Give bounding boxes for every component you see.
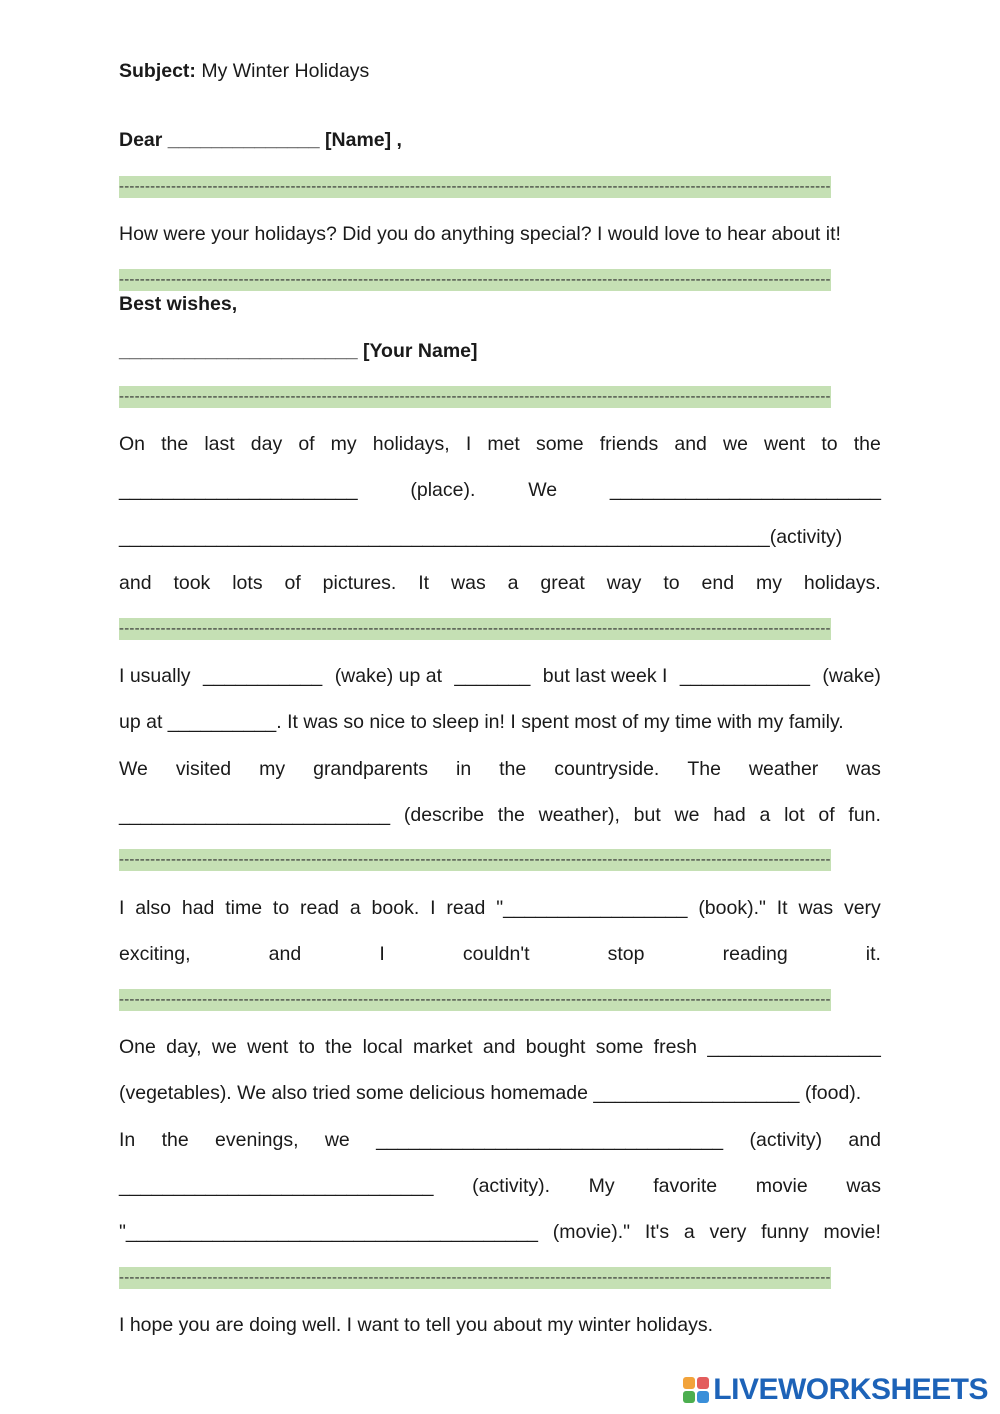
word: had [713,804,746,826]
word: some [535,433,584,455]
word: and [674,433,707,455]
word: way [606,572,642,594]
logo-text: LIVEWORKSHEETS [713,1373,988,1406]
word: funny [761,1221,809,1243]
word: was [451,572,486,594]
word: favorite [653,1175,718,1197]
word: a [683,1221,695,1243]
word: very [843,897,881,919]
market-line-3 [119,1128,881,1152]
word: we [674,804,700,826]
logo-tile [683,1377,695,1389]
word: went [247,1036,289,1058]
word: weather [748,758,819,780]
market-line-1 [119,1035,881,1059]
word: the [853,433,881,455]
logo-tile [697,1391,709,1403]
market-line-2: (vegetables). We also tried some delicious homemade ___________________ (food). [119,1082,862,1104]
word: day, [166,1036,202,1058]
word: (wake) up at [334,665,442,687]
word: also [135,897,172,919]
last-day-line-1 [119,432,881,456]
word: weather), [538,804,620,826]
word: countryside. [554,758,660,780]
liveworksheets-logo [683,1374,988,1406]
word: and [268,943,302,965]
word: of [298,433,315,455]
wake-line-2: up at __________. It was so nice to sleep in! I spent most of my time with my family. [119,711,844,733]
word: to [663,572,680,594]
word: to [821,433,838,455]
closing: Best wishes, [119,293,238,315]
word: a [507,572,519,594]
word: last [204,433,235,455]
last-day-line-3: ____________________________________________________________(activity) [119,526,843,548]
subject-label: Subject: [119,60,196,82]
word: _________________________ [609,479,881,501]
word: _____________________________ [119,1175,434,1197]
separator: ----------------------------------------------------------------------------------------------------------------------------------------- [119,176,831,198]
word: ______________________ [119,479,358,501]
last-day-line-4 [119,571,881,595]
word: and [848,1129,881,1151]
signature: ______________________ [Your Name] [119,340,478,362]
word: time [225,897,263,919]
word: visited [175,758,232,780]
separator: ----------------------------------------------------------------------------------------------------------------------------------------- [119,1267,831,1289]
word: My [588,1175,615,1197]
book-line-1 [119,896,881,920]
wake-line-3 [119,757,881,781]
word: I [379,943,385,965]
word: my [330,433,357,455]
word: to [272,897,290,919]
word: of [284,572,301,594]
word: It's [644,1221,670,1243]
logo-tile [697,1377,709,1389]
word: fun. [848,804,881,826]
word: and [119,572,152,594]
word: (book)." [698,897,766,919]
word: (place). [410,479,476,501]
word: the [161,433,189,455]
word: On [119,433,146,455]
word: evenings, [215,1129,299,1151]
word: read [446,897,486,919]
word: couldn't [462,943,530,965]
word: reading [722,943,788,965]
word: holidays. [803,572,881,594]
word: some [595,1036,644,1058]
word: bought [525,1036,586,1058]
word: I [119,897,125,919]
word: stop [607,943,645,965]
word: of [818,804,835,826]
word: ________________________________ [376,1129,724,1151]
wake-line-1 [119,664,881,688]
word: I usually [119,665,191,687]
word: met [487,433,520,455]
word: had [181,897,215,919]
word: The [687,758,721,780]
last-day-line-2 [119,478,881,502]
word: I [465,433,472,455]
word: we [324,1129,350,1151]
word: market [412,1036,473,1058]
word: local [362,1036,403,1058]
word: and [482,1036,516,1058]
word: _________________________ [119,804,391,826]
greeting: Dear ______________ [Name] , [119,129,402,151]
book-line-2 [119,942,881,966]
word: the [325,1036,353,1058]
market-line-5 [119,1220,881,1244]
word: friends [599,433,659,455]
word: movie [755,1175,808,1197]
word: (describe [403,804,485,826]
word: movie! [823,1221,881,1243]
word: ________________ [707,1036,881,1058]
word: exciting, [119,943,191,965]
word: book. [371,897,420,919]
word: end [701,572,735,594]
word: lot [784,804,805,826]
wake-line-4 [119,803,881,827]
word: It [418,572,430,594]
question-paragraph: How were your holidays? Did you do anything special? I would love to hear about it! [119,223,841,245]
word: ___________ [202,665,323,687]
word: in [455,758,472,780]
word: "_________________ [496,897,688,919]
word: great [540,572,585,594]
separator: ----------------------------------------------------------------------------------------------------------------------------------------- [119,849,831,871]
word: we [211,1036,237,1058]
subject-value: My Winter Holidays [195,60,370,82]
logo-tile [683,1391,695,1403]
word: _______ [454,665,531,687]
word: but last week I [542,665,668,687]
word: read [300,897,340,919]
word: a [759,804,771,826]
word: we [723,433,748,455]
word: was [846,758,881,780]
separator: ----------------------------------------------------------------------------------------------------------------------------------------- [119,269,831,291]
word: a [349,897,361,919]
word: We [528,479,558,501]
word: One [119,1036,156,1058]
word: the [497,804,525,826]
word: We [119,758,148,780]
word: (activity). [472,1175,551,1197]
word: lots [232,572,263,594]
word: (wake) [822,665,881,687]
word: to [298,1036,315,1058]
word: took [173,572,211,594]
word: holidays, [372,433,450,455]
logo-badge-icon [683,1377,709,1403]
separator: ----------------------------------------------------------------------------------------------------------------------------------------- [119,989,831,1011]
word: (activity) [749,1129,823,1151]
word: went [764,433,806,455]
word: but [633,804,661,826]
word: I [430,897,436,919]
word: my [259,758,286,780]
subject-line [119,59,881,83]
separator: ----------------------------------------------------------------------------------------------------------------------------------------- [119,386,831,408]
word: it. [865,943,881,965]
word: "______________________________________ [119,1221,539,1243]
word: my [755,572,782,594]
word: the [499,758,527,780]
word: ____________ [679,665,810,687]
word: very [709,1221,747,1243]
word: was [846,1175,881,1197]
word: (movie)." [552,1221,631,1243]
word: In [119,1129,136,1151]
word: pictures. [322,572,397,594]
word: was [798,897,834,919]
hope-paragraph: I hope you are doing well. I want to tell you about my winter holidays. [119,1314,713,1336]
word: day [250,433,283,455]
word: fresh [653,1036,698,1058]
word: It [776,897,788,919]
word: grandparents [313,758,429,780]
word: the [161,1129,189,1151]
market-line-4 [119,1174,881,1198]
separator: ----------------------------------------------------------------------------------------------------------------------------------------- [119,618,831,640]
